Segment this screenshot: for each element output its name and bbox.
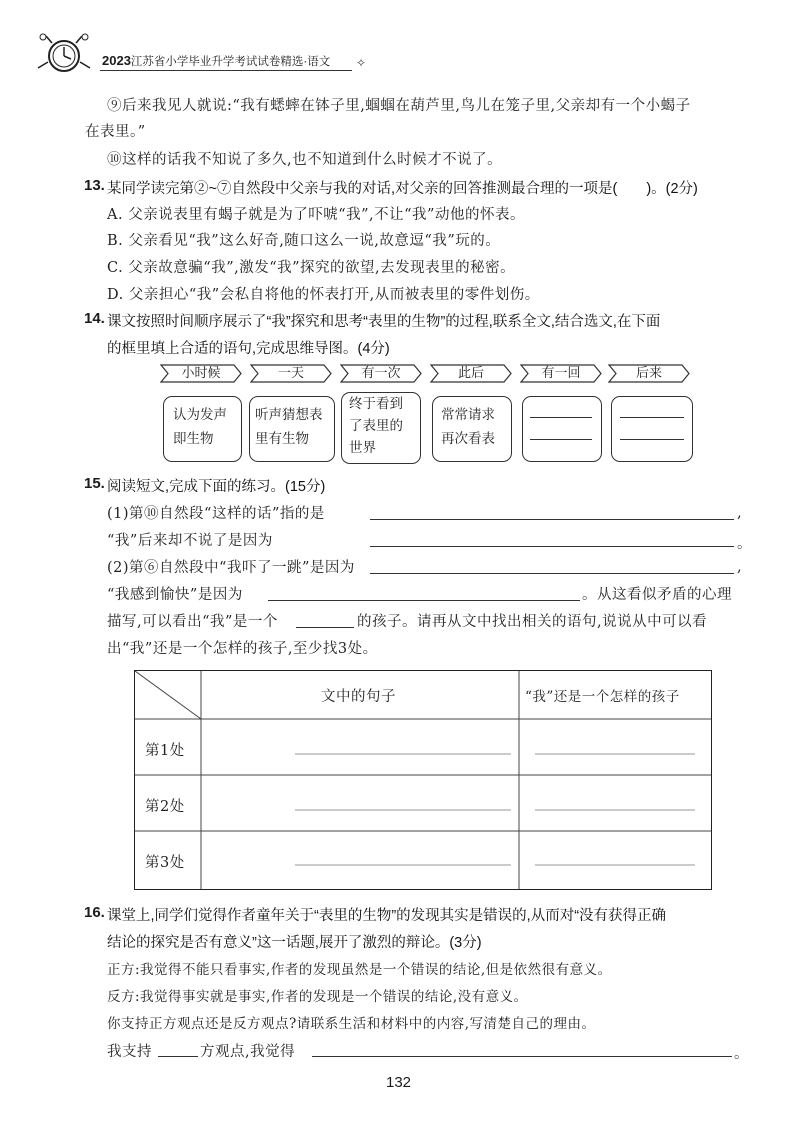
q16-pro: 正方:我觉得不能只看事实,作者的发现虽然是一个错误的结论,但是依然很有意义。 — [107, 962, 612, 978]
q16-answer-middle: 方观点,我觉得 — [200, 1044, 296, 1060]
mindmap-tag-1-label: 小时候 — [181, 366, 221, 381]
mindmap-box-1-line2: 即生物 — [173, 431, 214, 447]
mindmap-tag-6 — [608, 364, 690, 383]
mindmap-box-5-blank-1[interactable] — [530, 417, 592, 418]
mindmap-tag-3-label: 有一次 — [361, 366, 401, 381]
header-rule — [100, 70, 352, 71]
mindmap-tag-5 — [520, 364, 602, 383]
q15-s2d-blank[interactable] — [296, 627, 354, 628]
q15-s1b: “我”后来却不说了是因为 — [107, 533, 273, 549]
q15-s1a-comma: , — [737, 505, 743, 521]
q16-reason-blank[interactable] — [312, 1056, 732, 1057]
header-year: 2023 — [102, 53, 131, 68]
header-flourish-icon: ✧ — [356, 56, 367, 70]
q15-table-col2-header: “我”还是一个怎样的孩子 — [525, 689, 680, 705]
mindmap-box-6 — [611, 396, 693, 462]
q15-stem: 阅读短文,完成下面的练习。(15分) — [107, 479, 326, 495]
q13-option-c[interactable]: C. 父亲故意骗“我”,激发“我”探究的欲望,去发现表里的秘密。 — [107, 260, 516, 276]
passage-p9-line1: ⑨后来我见人就说:“我有蟋蟀在钵子里,蝈蝈在葫芦里,鸟儿在笼子里,父亲却有一个小蝎子 — [107, 98, 691, 114]
q15-s2a-comma: , — [737, 559, 743, 575]
mindmap-tag-2 — [250, 364, 332, 383]
mindmap-tag-3 — [340, 364, 422, 383]
q15-table — [134, 670, 712, 890]
q16-answer-prefix: 我支持 — [107, 1044, 152, 1060]
q15-s2a-blank[interactable] — [370, 573, 734, 574]
q16-side-blank[interactable] — [158, 1056, 198, 1057]
mindmap-box-5-blank-2[interactable] — [530, 439, 592, 440]
q14-line2: 的框里填上合适的语句,完成思维导图。(4分) — [107, 341, 390, 357]
q15-s2a: (2)第⑥自然段中“我吓了一跳”是因为 — [107, 560, 355, 576]
q15-s2b-blank[interactable] — [268, 600, 580, 601]
mindmap-box-3-line3: 世界 — [349, 440, 376, 456]
q16-number: 16. — [84, 904, 105, 921]
q13-option-d[interactable]: D. 父亲担心“我”会私自将他的怀表打开,从而被表里的零件划伤。 — [107, 287, 540, 303]
q15-number: 15. — [84, 475, 105, 492]
q14-number: 14. — [84, 310, 105, 327]
mindmap-box-3-line1: 终于看到 — [349, 396, 403, 412]
mindmap-box-4-line2: 再次看表 — [441, 431, 495, 447]
mindmap-box-4-line1: 常常请求 — [441, 407, 495, 423]
q15-table-row1-label: 第1处 — [145, 743, 185, 759]
mindmap-tag-4-label: 此后 — [457, 366, 484, 381]
mindmap-tag-5-label: 有一回 — [541, 366, 581, 381]
q13-number: 13. — [84, 177, 105, 194]
q16-con: 反方:我觉得事实就是事实,作者的发现是一个错误的结论,没有意义。 — [107, 989, 528, 1005]
q15-table-row3-label: 第3处 — [145, 855, 185, 871]
q15-s1b-period: 。 — [737, 536, 752, 552]
q15-table-row2-label: 第2处 — [145, 799, 185, 815]
q15-s2c: 。从这看似矛盾的心理 — [582, 587, 732, 603]
q14-line1: 课文按照时间顺序展示了“我”探究和思考“表里的生物”的过程,联系全文,结合选文,在下面 — [107, 314, 661, 330]
q16-line1: 课堂上,同学们觉得作者童年关于“表里的生物”的发现其实是错误的,从而对“没有获得正确 — [107, 908, 667, 924]
q15-s2e: 的孩子。请再从文中找出相关的语句,说说从中可以看 — [357, 614, 708, 630]
mindmap-tag-6-label: 后来 — [635, 366, 662, 381]
q15-s1a-blank[interactable] — [370, 519, 734, 520]
q15-s2b: “我感到愉快”是因为 — [107, 587, 243, 603]
mindmap-box-2-line2: 里有生物 — [255, 431, 309, 447]
mindmap-box-6-blank-2[interactable] — [620, 439, 684, 440]
mindmap-box-3-line2: 了表里的 — [349, 418, 403, 434]
header-logo — [34, 32, 94, 78]
mindmap-tag-4 — [430, 364, 512, 383]
mindmap-tag-1 — [160, 364, 242, 383]
q15-table-col1-header: 文中的句子 — [321, 689, 396, 705]
q16-ask: 你支持正方观点还是反方观点?请联系生活和材料中的内容,写清楚自己的理由。 — [107, 1016, 596, 1032]
mindmap-box-5 — [522, 396, 602, 462]
header-title — [102, 53, 330, 69]
q15-s2f: 出“我”还是一个怎样的孩子,至少找3处。 — [107, 641, 378, 657]
passage-p10: ⑩这样的话我不知说了多久,也不知道到什么时候才不说了。 — [107, 152, 503, 168]
q16-line2: 结论的探究是否有意义”这一话题,展开了激烈的辩论。(3分) — [107, 935, 482, 951]
mindmap-box-2-line1: 听声猜想表 — [255, 407, 323, 423]
page-number: 132 — [386, 1074, 412, 1091]
passage-p9-line2: 在表里。” — [85, 124, 146, 140]
q15-s1b-blank[interactable] — [370, 546, 734, 547]
q15-s1a: (1)第⑩自然段“这样的话”指的是 — [107, 506, 325, 522]
q15-s2d: 描写,可以看出“我”是一个 — [107, 614, 278, 630]
mindmap-box-6-blank-1[interactable] — [620, 417, 684, 418]
mindmap-tag-2-label: 一天 — [277, 366, 304, 381]
q13-option-a[interactable]: A. 父亲说表里有蝎子就是为了吓唬“我”,不让“我”动他的怀表。 — [107, 207, 525, 223]
q13-option-b[interactable]: B. 父亲看见“我”这么好奇,随口这么一说,故意逗“我”玩的。 — [107, 233, 501, 249]
q13-stem: 某同学读完第②~⑦自然段中父亲与我的对话,对父亲的回答推测最合理的一项是( )。(2分) — [107, 181, 698, 197]
header-book-title: 江苏省小学毕业升学考试试卷精选·语文 — [130, 56, 331, 68]
mindmap-box-1-line1: 认为发声 — [173, 407, 227, 423]
q16-answer-end: 。 — [734, 1046, 749, 1062]
